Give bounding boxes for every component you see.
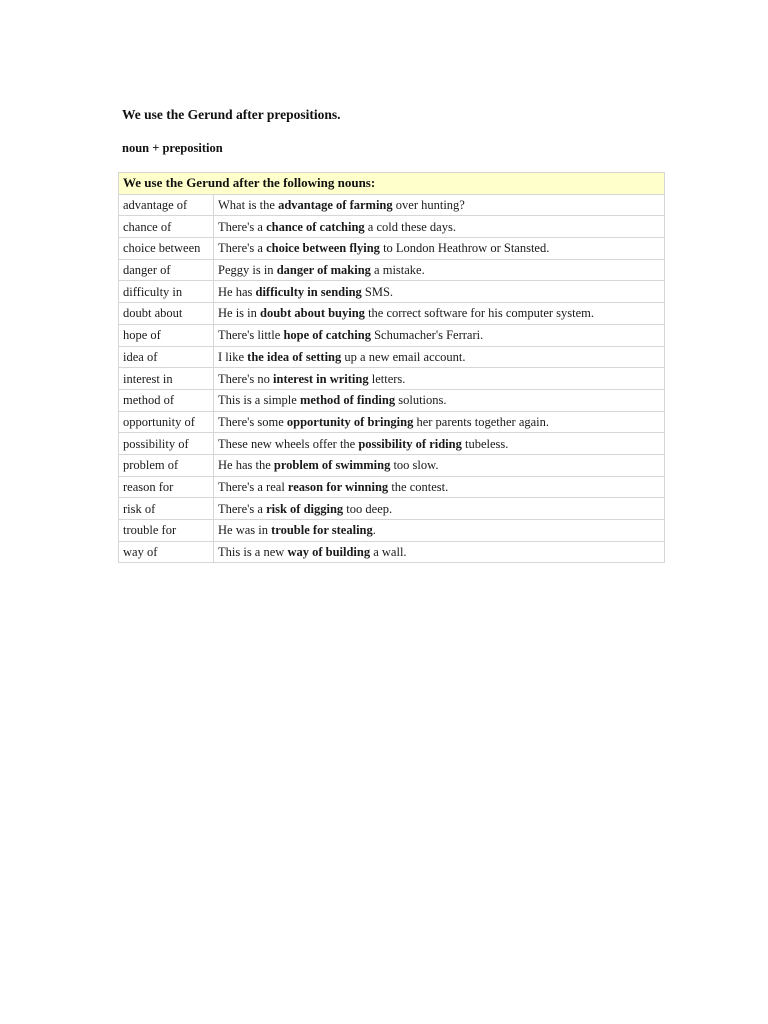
sentence-end: over hunting?	[392, 198, 465, 213]
gerund-phrase: difficulty in sending	[255, 284, 362, 299]
example-sentence-cell	[214, 238, 665, 260]
sentence-end: the correct software for his computer system.	[364, 306, 595, 321]
sentence-start: There's a	[218, 241, 267, 256]
example-sentence-cell	[214, 324, 665, 346]
example-sentence-cell	[214, 259, 665, 281]
table-row	[119, 433, 665, 455]
sentence-start: There's no	[218, 371, 274, 386]
gerund-phrase: trouble for stealing	[271, 523, 373, 538]
gerund-phrase: hope of catching	[283, 328, 371, 343]
sentence-start: There's little	[218, 328, 284, 343]
gerund-phrase: advantage of farming	[278, 198, 393, 213]
gerund-phrase: choice between flying	[266, 241, 380, 256]
gerund-phrase: reason for winning	[287, 479, 389, 494]
gerund-phrase: way of building	[287, 545, 371, 560]
gerund-phrase: chance of catching	[266, 219, 365, 234]
noun-preposition-cell: advantage of	[119, 194, 214, 216]
table-row	[119, 194, 665, 216]
sentence-end: the contest.	[388, 479, 449, 494]
sentence-start: He is in	[218, 306, 261, 321]
example-sentence-cell	[214, 541, 665, 563]
table-row	[119, 324, 665, 346]
noun-preposition-cell: risk of	[119, 498, 214, 520]
sentence-start: He was in	[218, 523, 272, 538]
table-row	[119, 498, 665, 520]
example-sentence-cell	[214, 476, 665, 498]
sentence-start: There's a	[218, 219, 267, 234]
noun-preposition-cell: idea of	[119, 346, 214, 368]
sentence-end: to London Heathrow or Stansted.	[379, 241, 550, 256]
gerund-table	[118, 172, 665, 563]
example-sentence-cell	[214, 433, 665, 455]
noun-preposition-cell: chance of	[119, 216, 214, 238]
gerund-phrase: doubt about buying	[260, 306, 365, 321]
table-row	[119, 303, 665, 325]
gerund-phrase: method of finding	[299, 393, 396, 408]
noun-preposition-cell: problem of	[119, 454, 214, 476]
gerund-phrase: risk of digging	[266, 501, 344, 516]
sentence-start: I like	[218, 349, 248, 364]
example-sentence-cell	[214, 216, 665, 238]
noun-preposition-cell: interest in	[119, 368, 214, 390]
noun-preposition-cell: trouble for	[119, 520, 214, 542]
example-sentence-cell	[214, 303, 665, 325]
sentence-end: too deep.	[343, 501, 393, 516]
gerund-phrase: interest in writing	[273, 371, 369, 386]
gerund-phrase: problem of swimming	[273, 458, 391, 473]
sentence-end: a wall.	[370, 545, 407, 560]
example-sentence-cell	[214, 498, 665, 520]
table-header-row	[119, 173, 665, 195]
document-page	[118, 100, 664, 560]
noun-preposition-cell: difficulty in	[119, 281, 214, 303]
table-row	[119, 454, 665, 476]
sentence-start: These new wheels offer the	[218, 436, 359, 451]
example-sentence-cell	[214, 346, 665, 368]
example-sentence-cell	[214, 454, 665, 476]
table-row	[119, 520, 665, 542]
sentence-end: tubeless.	[461, 436, 509, 451]
sentence-end: up a new email account.	[341, 349, 466, 364]
sentence-end: a cold these days.	[364, 219, 456, 234]
table-header: We use the Gerund after the following nouns:	[119, 173, 665, 195]
gerund-phrase: possibility of riding	[358, 436, 462, 451]
example-sentence-cell	[214, 194, 665, 216]
table-row	[119, 259, 665, 281]
sentence-end: solutions.	[395, 393, 447, 408]
noun-preposition-cell: opportunity of	[119, 411, 214, 433]
noun-preposition-cell: reason for	[119, 476, 214, 498]
sentence-end: too slow.	[390, 458, 439, 473]
example-sentence-cell	[214, 389, 665, 411]
section-subtitle: noun + preposition	[122, 141, 223, 155]
sentence-start: There's a	[218, 501, 267, 516]
table-row	[119, 281, 665, 303]
sentence-start: This is a new	[218, 545, 288, 560]
sentence-end: a mistake.	[370, 263, 425, 278]
noun-preposition-cell: method of	[119, 389, 214, 411]
sentence-end: letters.	[368, 371, 406, 386]
example-sentence-cell	[214, 520, 665, 542]
sentence-start: He has	[218, 284, 256, 299]
sentence-start: He has the	[218, 458, 274, 473]
sentence-start: There's a real	[218, 479, 288, 494]
noun-preposition-cell: way of	[119, 541, 214, 563]
sentence-end: SMS.	[361, 284, 394, 299]
noun-preposition-cell: hope of	[119, 324, 214, 346]
example-sentence-cell	[214, 281, 665, 303]
table-row	[119, 541, 665, 563]
gerund-phrase: the idea of setting	[247, 349, 342, 364]
sentence-start: What is the	[218, 198, 279, 213]
table-row	[119, 368, 665, 390]
gerund-phrase: opportunity of bringing	[286, 414, 414, 429]
example-sentence-cell	[214, 368, 665, 390]
page-title: We use the Gerund after prepositions.	[122, 107, 341, 122]
noun-preposition-cell: choice between	[119, 238, 214, 260]
sentence-start: There's some	[218, 414, 287, 429]
table-row	[119, 476, 665, 498]
sentence-end: Schumacher's Ferrari.	[370, 328, 484, 343]
sentence-end: her parents together again.	[413, 414, 550, 429]
example-sentence-cell	[214, 411, 665, 433]
table-row	[119, 411, 665, 433]
sentence-start: Peggy is in	[218, 263, 277, 278]
gerund-phrase: danger of making	[276, 263, 371, 278]
noun-preposition-cell: doubt about	[119, 303, 214, 325]
table-row	[119, 216, 665, 238]
table-row	[119, 346, 665, 368]
table-row	[119, 389, 665, 411]
sentence-end: .	[372, 523, 376, 538]
noun-preposition-cell: possibility of	[119, 433, 214, 455]
table-body	[119, 194, 665, 563]
table-row	[119, 238, 665, 260]
sentence-start: This is a simple	[218, 393, 300, 408]
noun-preposition-cell: danger of	[119, 259, 214, 281]
